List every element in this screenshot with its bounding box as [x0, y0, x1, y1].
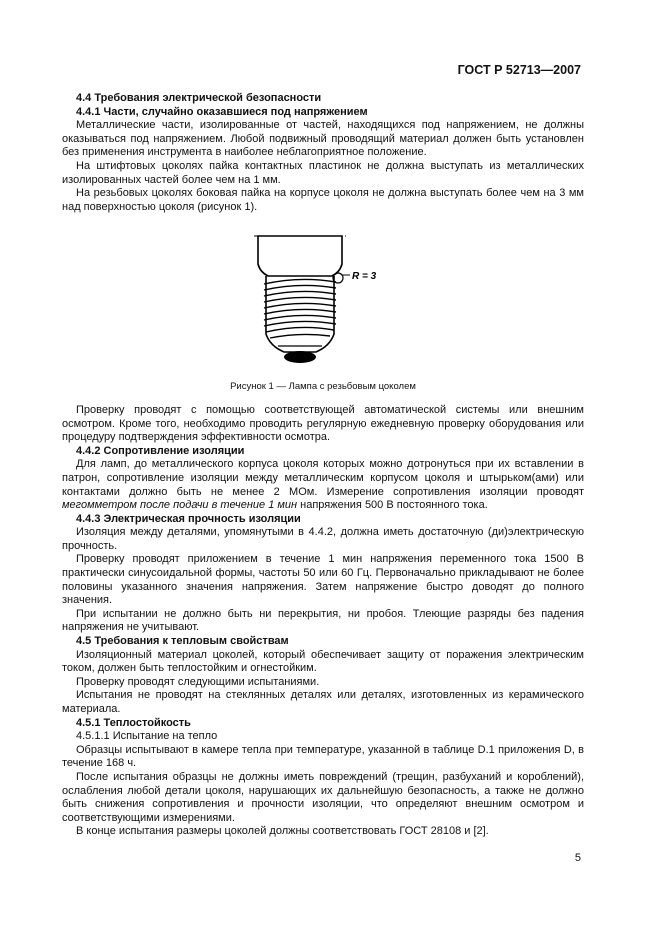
paragraph: Проверку проводят приложением в течение 1 мин напряжения переменного тока 1500 В практически синусоидальной формы, частоты 50 или 60 Гц. Первоначально прикладывают не более половины указанного значения напряжения. Затем напряжение быстро доводят до полного значения.: [62, 553, 584, 607]
section-4-5-heading: 4.5 Требования к тепловым свойствам: [76, 635, 289, 648]
standard-header: ГОСТ Р 52713—2007: [457, 63, 581, 77]
paragraph: После испытания образцы не должны иметь повреждений (трещин, разбуханий и короблений), ослабления любой детали цоколя, нарушающих их дальнейшую безопасность, а также не должно быть снижения сопротивления и прочности изоляции, что определяют внешним осмотром и соответствующими измерениями.: [62, 770, 584, 824]
text-run: напряжения 500 В постоянного тока.: [297, 499, 488, 512]
paragraph: На штифтовых цоколях пайка контактных пластинок не должна выступать из металлических изолированных частей более чем на 1 мм.: [62, 159, 584, 186]
document-body: [62, 92, 584, 839]
section-4-4-heading: 4.4 Требования электрической безопасности: [76, 92, 322, 104]
paragraph: [62, 458, 584, 512]
text-run: Для ламп, до металлического корпуса цоколя которых можно дотронуться при их вставлении в патрон, сопротивление изоляции между металлическим корпусом цоколя и штырьком(ами) или контактами должно быть не менее 2 МОм. Измерение сопротивления изоляции проводят: [62, 458, 584, 498]
section-4-4-2-heading: 4.4.2 Сопротивление изоляции: [76, 444, 245, 457]
section-4-5-1-1-heading: 4.5.1.1 Испытание на тепло: [76, 730, 218, 743]
italic-run: мегомметром после подачи в течение 1 мин: [62, 499, 298, 512]
lamp-base-drawing: [240, 226, 390, 372]
section-4-4-1-heading: 4.4.1 Части, случайно оказавшиеся под напряжением: [76, 105, 368, 118]
paragraph: Проверку проводят с помощью соответствующей автоматической системы или внешним осмотром. Кроме того, необходимо проводить регулярную ежедневную проверку оборудования или процедуру подтверждения эффективности осмотра.: [62, 403, 584, 444]
paragraph: В конце испытания размеры цоколей должны соответствовать ГОСТ 28108 и [2].: [76, 825, 489, 838]
section-4-4-3-heading: 4.4.3 Электрическая прочность изоляции: [76, 512, 301, 525]
paragraph: Металлические части, изолированные от частей, находящихся под напряжением, не должны оказываться под напряжением. Любой подвижный проводящий материал должен быть установлен без применения инструмента в наиболее неблагоприятное положение.: [62, 119, 584, 159]
figure-1: [62, 226, 584, 394]
paragraph: Испытания не проводят на стеклянных деталях или деталях, изготовленных из керамического материала.: [62, 689, 584, 715]
paragraph: На резьбовых цоколях боковая пайка на корпусе цоколя не должна выступать более чем на 3 мм над поверхностью цоколя (рисунок 1).: [62, 187, 584, 213]
paragraph: Изоляция между деталями, упомянутыми в 4.4.2, должна иметь достаточную (ди)электрическую прочность.: [62, 526, 584, 552]
paragraph: Образцы испытывают в камере тепла при температуре, указанной в таблице D.1 приложения D, в течение 168 ч.: [62, 743, 584, 770]
page-number: 5: [574, 852, 581, 864]
paragraph: Изоляционный материал цоколей, который обеспечивает защиту от поражения электрическим током, должен быть теплостойким и огнестойким.: [62, 648, 584, 675]
section-4-5-1-heading: 4.5.1 Теплостойкость: [76, 716, 191, 729]
paragraph: При испытании не должно быть ни перекрытия, ни пробоя. Тлеющие разряды без падения напряжения не учитывают.: [62, 607, 584, 634]
figure-caption: Рисунок 1 — Лампа с резьбовым цоколем: [230, 381, 416, 393]
radius-label: R = 3: [352, 271, 377, 283]
paragraph: Проверку проводят следующими испытаниями.: [76, 675, 320, 688]
